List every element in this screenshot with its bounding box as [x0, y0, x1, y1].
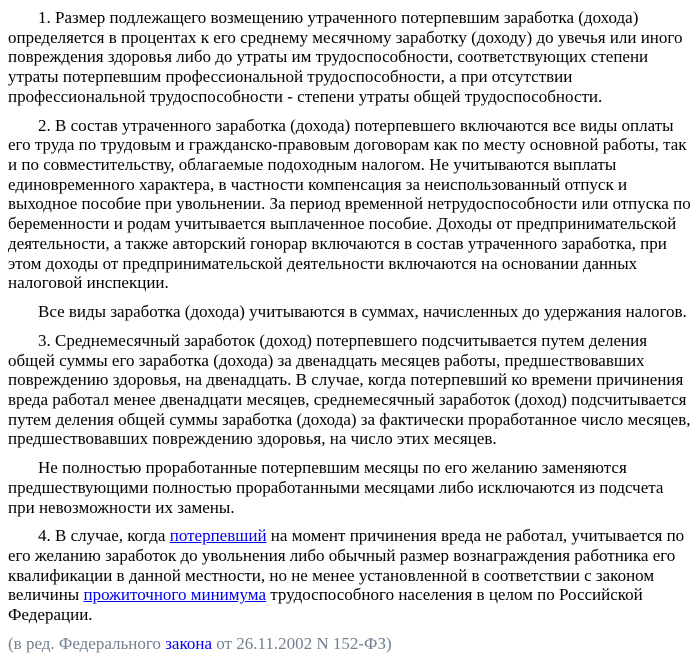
paragraph-5	[8, 458, 692, 517]
link-federal-law[interactable]: закона	[165, 633, 212, 653]
paragraph-4-text: 3. Среднемесячный заработок (доход) потерпевшего подсчитывается путем деления общей суммы его заработка (дохода) за двенадцать месяцев работы, предшествовавших повреждению здоровья, на двенадцать. В случае, когда потерпевший ко времени причинения вреда работал менее двенадцати месяцев, среднемесячный заработок (доход) подсчитывается путем деления общей суммы заработка (дохода) за фактически проработанное число месяцев, предшествовавших повреждению здоровья, на число этих месяцев.	[8, 330, 691, 449]
paragraph-2-text: 2. В состав утраченного заработка (дохода) потерпевшего включаются все виды оплаты его труда по трудовым и гражданско-правовым договорам как по месту основной работы, так и по совместительству, облагаемые подоходным налогом. Не учитываются выплаты единовременного характера, в частности компенсация за неиспользованный отпуск и выходное пособие при увольнении. За период временной нетрудоспособности или отпуска по беременности и родам учитывается выплаченное пособие. Доходы от предпринимательской деятельности, а также авторский гонорар включаются в состав утраченного заработка, при этом доходы от предпринимательской деятельности включаются на основании данных налоговой инспекции.	[8, 115, 691, 293]
link-prozhitochnyi-minimum[interactable]: прожиточного минимума	[83, 585, 266, 605]
paragraph-6-text-1: 4. В случае, когда	[38, 526, 170, 546]
paragraph-6-text-2: на момент причинения вреда не работал, учитывается по его желанию заработок до увольнения либо обычный размер вознаграждения работника его квалификации в данной местности, но не менее установленной в соответствии с законом величины	[8, 526, 685, 605]
paragraph-5-text: Не полностью проработанные потерпевшим месяцы по его желанию заменяются предшествующими полностью проработанными месяцами либо исключаются из подсчета при невозможности их замены.	[8, 458, 664, 517]
paragraph-1-text: 1. Размер подлежащего возмещению утраченного потерпевшим заработка (дохода) определяется в процентах к его среднему месячному заработку (доходу) до увечья или иного повреждения здоровья либо до утраты им трудоспособности, соответствующих степени утраты потерпевшим профессиональной трудоспособности, а при отсутствии профессиональной трудоспособности - степени утраты общей трудоспособности.	[8, 8, 683, 106]
amendment-note-text-1: (в ред. Федерального	[8, 633, 166, 653]
paragraph-2	[8, 116, 692, 293]
amendment-note-text-2: от 26.11.2002 N 152-ФЗ)	[212, 633, 392, 653]
amendment-note	[8, 634, 692, 654]
paragraph-3	[8, 302, 692, 322]
paragraph-6	[8, 526, 692, 625]
paragraph-1	[8, 8, 692, 107]
paragraph-3-text: Все виды заработка (дохода) учитываются в суммах, начисленных до удержания налогов.	[38, 302, 687, 322]
paragraph-6-text-3: трудоспособного населения в целом по Российской Федерации.	[8, 585, 643, 625]
paragraph-4	[8, 331, 692, 449]
link-poterpevshiy[interactable]: потерпевший	[169, 526, 267, 546]
